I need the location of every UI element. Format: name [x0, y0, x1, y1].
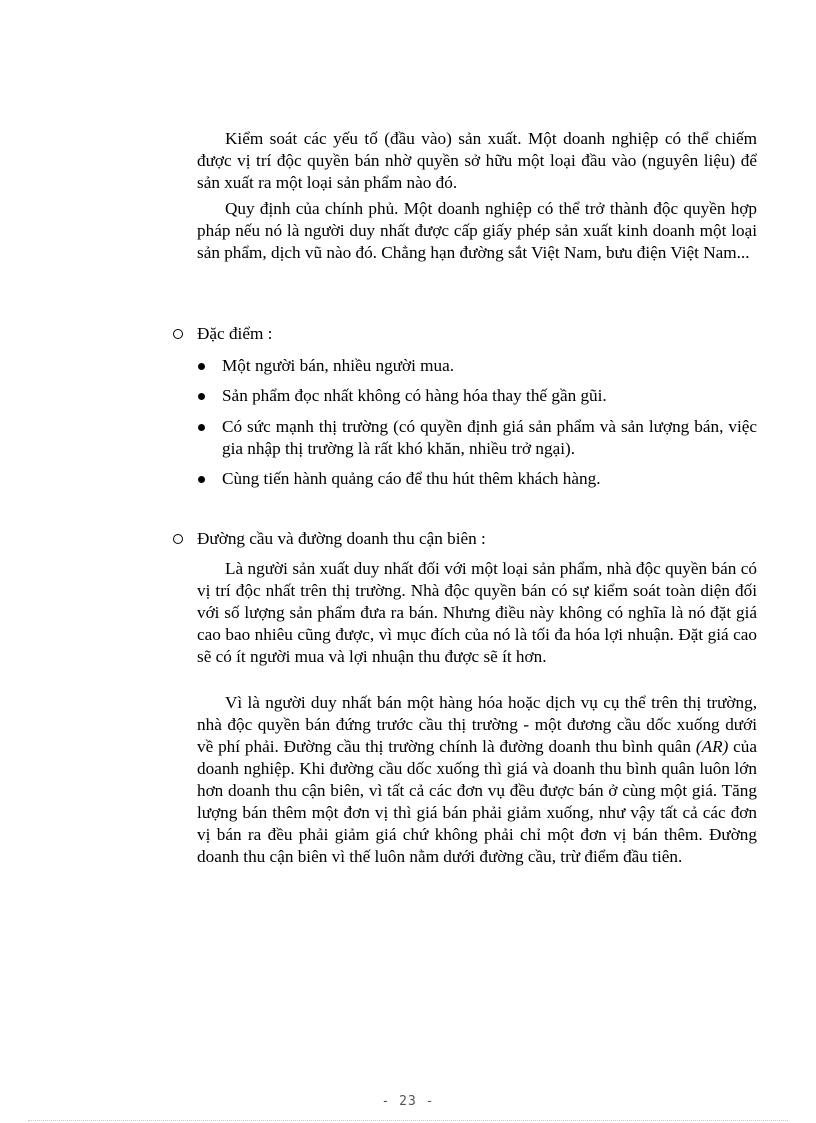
section-heading-demand-revenue: Đường cầu và đường doanh thu cận biên :: [197, 529, 486, 548]
paragraph-government-regulation: Quy định của chính phủ. Một doanh nghiệp có thể trở thành độc quyền hợp pháp nếu nó là người duy nhất được cấp giấy phép sản xuất kinh doanh một loại sản phẩm, dịch vũ nào đó. Chẳng hạn đường sắt Việt Nam, bưu điện Việt Nam...: [197, 199, 757, 262]
circle-bullet-icon: [173, 534, 183, 544]
paragraph-monopoly-position: Là người sản xuất duy nhất đối với một loại sản phẩm, nhà độc quyền bán có vị trí độc nhất trên thị trường. Nhà độc quyền bán có sự kiểm soát toàn diện đối với số lượng sản phẩm đưa ra bán. Nhưng điều này không có nghĩa là nó đặt giá cao bao nhiêu cũng được, vì mục đích của nó là tối đa hóa lợi nhuận. Đặt giá cao sẽ có ít người mua và lợi nhuận thu được sẽ ít hơn.: [197, 559, 757, 666]
paragraph-input-control: Kiểm soát các yếu tố (đầu vào) sản xuất. Một doanh nghiệp có thể chiếm được vị trí độc quyền bán nhờ quyền sở hữu một loại đầu vào (nguyên liệu) để sản xuất ra một loại sản phẩm nào đó.: [197, 129, 757, 192]
section-heading-characteristics: Đặc điểm :: [197, 324, 273, 343]
bullet-dot-icon: [198, 363, 205, 370]
bullet-dot-icon: [198, 393, 205, 400]
bullet-item: Một người bán, nhiều người mua.: [222, 356, 455, 375]
bullet-item: Có sức mạnh thị trường (có quyền định giá sản phẩm và sản lượng bán, việc gia nhập thị trường là rất khó khăn, nhiều trở ngại).: [222, 417, 757, 458]
footer-divider: [28, 1120, 788, 1121]
paragraph-demand-curve: [197, 692, 757, 868]
bullet-dot-icon: [198, 476, 205, 483]
circle-bullet-icon: [173, 329, 183, 339]
page-number: - 23 -: [381, 1094, 435, 1109]
bullet-item: Cùng tiến hành quảng cáo để thu hút thêm khách hàng.: [222, 469, 601, 488]
ar-term: (AR): [695, 737, 729, 756]
bullet-item: Sản phẩm đọc nhất không có hàng hóa thay thế gần gũi.: [222, 386, 607, 405]
paragraph-text: Vì là người duy nhất bán một hàng hóa hoặc dịch vụ cụ thể trên thị trường, nhà độc quyền bán đứng trước cầu thị trường - một đương cầu dốc xuống dưới về phí phải. Đường cầu thị trường chính là đường doanh thu bình quân: [197, 693, 757, 756]
bullet-dot-icon: [198, 424, 205, 431]
paragraph-text: của doanh nghiệp. Khi đường cầu dốc xuống thì giá và doanh thu bình quân luôn lớn hơn doanh thu cận biên, vì tất cả các đơn vụ đều được bán ở cùng một giá. Tăng lượng bán thêm một đơn vị thì giá bán phải giảm xuống, như vậy tất cả các đơn vị bán ra đều phải giảm giá chứ không phải chỉ một đơn vị bán thêm. Đường doanh thu cận biên vì thế luôn nằm dưới đường cầu, trừ điểm đầu tiên.: [197, 737, 758, 866]
